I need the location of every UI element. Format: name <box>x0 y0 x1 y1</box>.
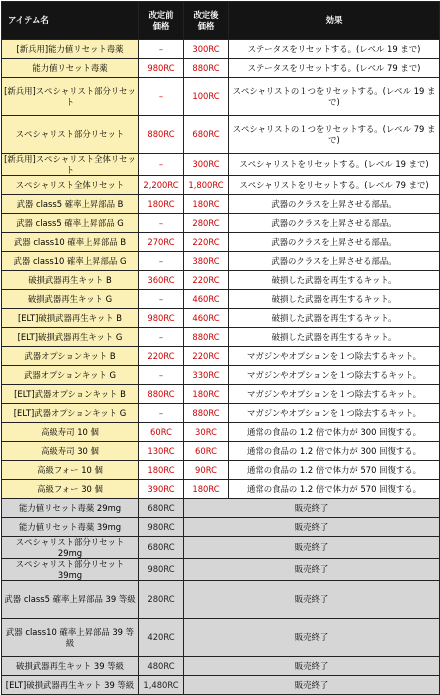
item-name-cell: [ELT]武器オプションキット G <box>2 404 139 423</box>
item-name-cell: [ELT]武器オプションキット B <box>2 385 139 404</box>
effect-cell: スペシャリストをリセットする。(レベル 19 まで) <box>229 154 440 176</box>
header-effect: 効果 <box>229 2 440 40</box>
after-price-cell: 180RC <box>184 480 229 499</box>
before-price-cell: 980RC <box>139 309 184 328</box>
table-row <box>2 676 440 695</box>
before-price-cell: 880RC <box>139 385 184 404</box>
item-name-cell: 武器 class5 確率上昇部品 B <box>2 195 139 214</box>
effect-cell: マガジンやオプションを１つ除去するキット。 <box>229 385 440 404</box>
table-row <box>2 176 440 195</box>
sold-out-cell: 販売終了 <box>184 537 440 559</box>
item-name-cell: [新兵用]スペシャリスト全体リセット <box>2 154 139 176</box>
price-table <box>1 1 440 695</box>
table-row <box>2 385 440 404</box>
header-before-text: 改定前 価格 <box>148 10 174 31</box>
effect-cell: スペシャリストの１つをリセットする。(レベル 79 まで) <box>229 116 440 154</box>
item-name-cell: 武器オプションキット G <box>2 366 139 385</box>
table-row <box>2 290 440 309</box>
item-name-cell: 高級寿司 30 個 <box>2 442 139 461</box>
item-name-cell: [新兵用]能力値リセット毒薬 <box>2 40 139 59</box>
table-row <box>2 40 440 59</box>
before-price-cell: – <box>139 252 184 271</box>
table-row <box>2 499 440 518</box>
table-row <box>2 78 440 116</box>
item-name-cell: 高級フォー 30 個 <box>2 480 139 499</box>
item-name-cell: 破損武器再生キット G <box>2 290 139 309</box>
before-price-cell: 280RC <box>139 581 184 619</box>
before-price-cell: – <box>139 366 184 385</box>
item-name-cell: 能力値リセット毒薬 39mg <box>2 518 139 537</box>
after-price-cell: 280RC <box>184 214 229 233</box>
effect-cell: ステータスをリセットする。(レベル 79 まで) <box>229 59 440 78</box>
header-before-price <box>139 2 184 40</box>
sold-out-cell: 販売終了 <box>184 518 440 537</box>
after-price-cell: 460RC <box>184 290 229 309</box>
after-price-cell: 60RC <box>184 442 229 461</box>
before-price-cell: 980RC <box>139 59 184 78</box>
effect-cell: 破損した武器を再生するキット。 <box>229 309 440 328</box>
table-row <box>2 366 440 385</box>
effect-cell: マガジンやオプションを１つ除去するキット。 <box>229 404 440 423</box>
before-price-cell: 220RC <box>139 347 184 366</box>
after-price-cell: 180RC <box>184 385 229 404</box>
before-price-cell: – <box>139 78 184 116</box>
table-row <box>2 59 440 78</box>
sold-out-cell: 販売終了 <box>184 559 440 581</box>
effect-cell: 破損した武器を再生するキット。 <box>229 328 440 347</box>
effect-cell: マガジンやオプションを１つ除去するキット。 <box>229 347 440 366</box>
table-row <box>2 154 440 176</box>
table-row <box>2 347 440 366</box>
after-price-cell: 880RC <box>184 328 229 347</box>
table-row <box>2 214 440 233</box>
before-price-cell: 180RC <box>139 195 184 214</box>
effect-cell: 通常の食品の 1.2 倍で体力が 570 回復する。 <box>229 480 440 499</box>
item-name-cell: スペシャリスト部分リセット 29mg <box>2 537 139 559</box>
before-price-cell: 1,480RC <box>139 676 184 695</box>
effect-cell: マガジンやオプションを１つ除去するキット。 <box>229 366 440 385</box>
after-price-cell: 100RC <box>184 78 229 116</box>
sold-out-cell: 販売終了 <box>184 619 440 657</box>
table-row <box>2 442 440 461</box>
table-row <box>2 271 440 290</box>
table-row <box>2 619 440 657</box>
effect-cell: 武器のクラスを上昇させる部品。 <box>229 233 440 252</box>
table-row <box>2 404 440 423</box>
after-price-cell: 220RC <box>184 233 229 252</box>
before-price-cell: 270RC <box>139 233 184 252</box>
item-name-cell: [ELT]破損武器再生キット B <box>2 309 139 328</box>
after-price-cell: 30RC <box>184 423 229 442</box>
effect-cell: スペシャリストをリセットする。(レベル 79 まで) <box>229 176 440 195</box>
effect-cell: 武器のクラスを上昇させる部品。 <box>229 252 440 271</box>
table-row <box>2 537 440 559</box>
item-name-cell: 武器 class10 確率上昇部品 B <box>2 233 139 252</box>
sold-out-cell: 販売終了 <box>184 581 440 619</box>
after-price-cell: 460RC <box>184 309 229 328</box>
item-name-cell: 武器オプションキット B <box>2 347 139 366</box>
after-price-cell: 220RC <box>184 271 229 290</box>
effect-cell: ステータスをリセットする。(レベル 19 まで) <box>229 40 440 59</box>
effect-cell: 武器のクラスを上昇させる部品。 <box>229 195 440 214</box>
after-price-cell: 180RC <box>184 195 229 214</box>
after-price-cell: 300RC <box>184 40 229 59</box>
after-price-cell: 380RC <box>184 252 229 271</box>
item-name-cell: 能力値リセット毒薬 <box>2 59 139 78</box>
header-after-price <box>184 2 229 40</box>
before-price-cell: 880RC <box>139 116 184 154</box>
item-name-cell: 能力値リセット毒薬 29mg <box>2 499 139 518</box>
sold-out-cell: 販売終了 <box>184 499 440 518</box>
item-name-cell: [ELT]破損武器再生キット 39 等級 <box>2 676 139 695</box>
after-price-cell: 300RC <box>184 154 229 176</box>
after-price-cell: 680RC <box>184 116 229 154</box>
item-name-cell: 武器 class5 確率上昇部品 G <box>2 214 139 233</box>
sold-out-cell: 販売終了 <box>184 657 440 676</box>
before-price-cell: 60RC <box>139 423 184 442</box>
item-name-cell: 武器 class5 確率上昇部品 39 等級 <box>2 581 139 619</box>
before-price-cell: 130RC <box>139 442 184 461</box>
before-price-cell: 360RC <box>139 271 184 290</box>
item-name-cell: 破損武器再生キット 39 等級 <box>2 657 139 676</box>
before-price-cell: 980RC <box>139 518 184 537</box>
after-price-cell: 880RC <box>184 59 229 78</box>
item-name-cell: 武器 class10 確率上昇部品 G <box>2 252 139 271</box>
table-row <box>2 195 440 214</box>
effect-cell: 通常の食品の 1.2 倍で体力が 300 回復する。 <box>229 442 440 461</box>
item-name-cell: 武器 class10 確率上昇部品 39 等級 <box>2 619 139 657</box>
before-price-cell: 390RC <box>139 480 184 499</box>
before-price-cell: 420RC <box>139 619 184 657</box>
table-header-row <box>2 2 440 40</box>
before-price-cell: 680RC <box>139 499 184 518</box>
before-price-cell: – <box>139 214 184 233</box>
item-name-cell: 破損武器再生キット B <box>2 271 139 290</box>
table-row <box>2 423 440 442</box>
before-price-cell: 980RC <box>139 559 184 581</box>
item-name-cell: 高級フォー 10 個 <box>2 461 139 480</box>
table-row <box>2 581 440 619</box>
effect-cell: 破損した武器を再生するキット。 <box>229 271 440 290</box>
effect-cell: 通常の食品の 1.2 倍で体力が 570 回復する。 <box>229 461 440 480</box>
before-price-cell: 480RC <box>139 657 184 676</box>
before-price-cell: – <box>139 290 184 309</box>
before-price-cell: – <box>139 328 184 347</box>
before-price-cell: 2,200RC <box>139 176 184 195</box>
table-row <box>2 309 440 328</box>
table-row <box>2 252 440 271</box>
item-name-cell: スペシャリスト部分リセット <box>2 116 139 154</box>
item-name-cell: スペシャリスト部分リセット 39mg <box>2 559 139 581</box>
effect-cell: スペシャリストの１つをリセットする。(レベル 19 まで) <box>229 78 440 116</box>
table-row <box>2 461 440 480</box>
table-row <box>2 657 440 676</box>
effect-cell: 通常の食品の 1.2 倍で体力が 300 回復する。 <box>229 423 440 442</box>
table-body <box>2 40 440 695</box>
after-price-cell: 90RC <box>184 461 229 480</box>
after-price-cell: 330RC <box>184 366 229 385</box>
item-name-cell: スペシャリスト全体リセット <box>2 176 139 195</box>
sold-out-cell: 販売終了 <box>184 676 440 695</box>
header-after-text: 改定後 価格 <box>193 10 219 31</box>
table-row <box>2 480 440 499</box>
before-price-cell: – <box>139 404 184 423</box>
table-row <box>2 233 440 252</box>
after-price-cell: 220RC <box>184 347 229 366</box>
table-row <box>2 518 440 537</box>
after-price-cell: 1,800RC <box>184 176 229 195</box>
before-price-cell: 680RC <box>139 537 184 559</box>
item-name-cell: [新兵用]スペシャリスト部分リセット <box>2 78 139 116</box>
table-row <box>2 328 440 347</box>
effect-cell: 武器のクラスを上昇させる部品。 <box>229 214 440 233</box>
before-price-cell: – <box>139 154 184 176</box>
item-name-cell: [ELT]破損武器再生キット G <box>2 328 139 347</box>
before-price-cell: – <box>139 40 184 59</box>
header-item-name: アイテム名 <box>2 2 139 40</box>
table-row <box>2 559 440 581</box>
before-price-cell: 180RC <box>139 461 184 480</box>
after-price-cell: 880RC <box>184 404 229 423</box>
item-name-cell: 高級寿司 10 個 <box>2 423 139 442</box>
table-row <box>2 116 440 154</box>
effect-cell: 破損した武器を再生するキット。 <box>229 290 440 309</box>
